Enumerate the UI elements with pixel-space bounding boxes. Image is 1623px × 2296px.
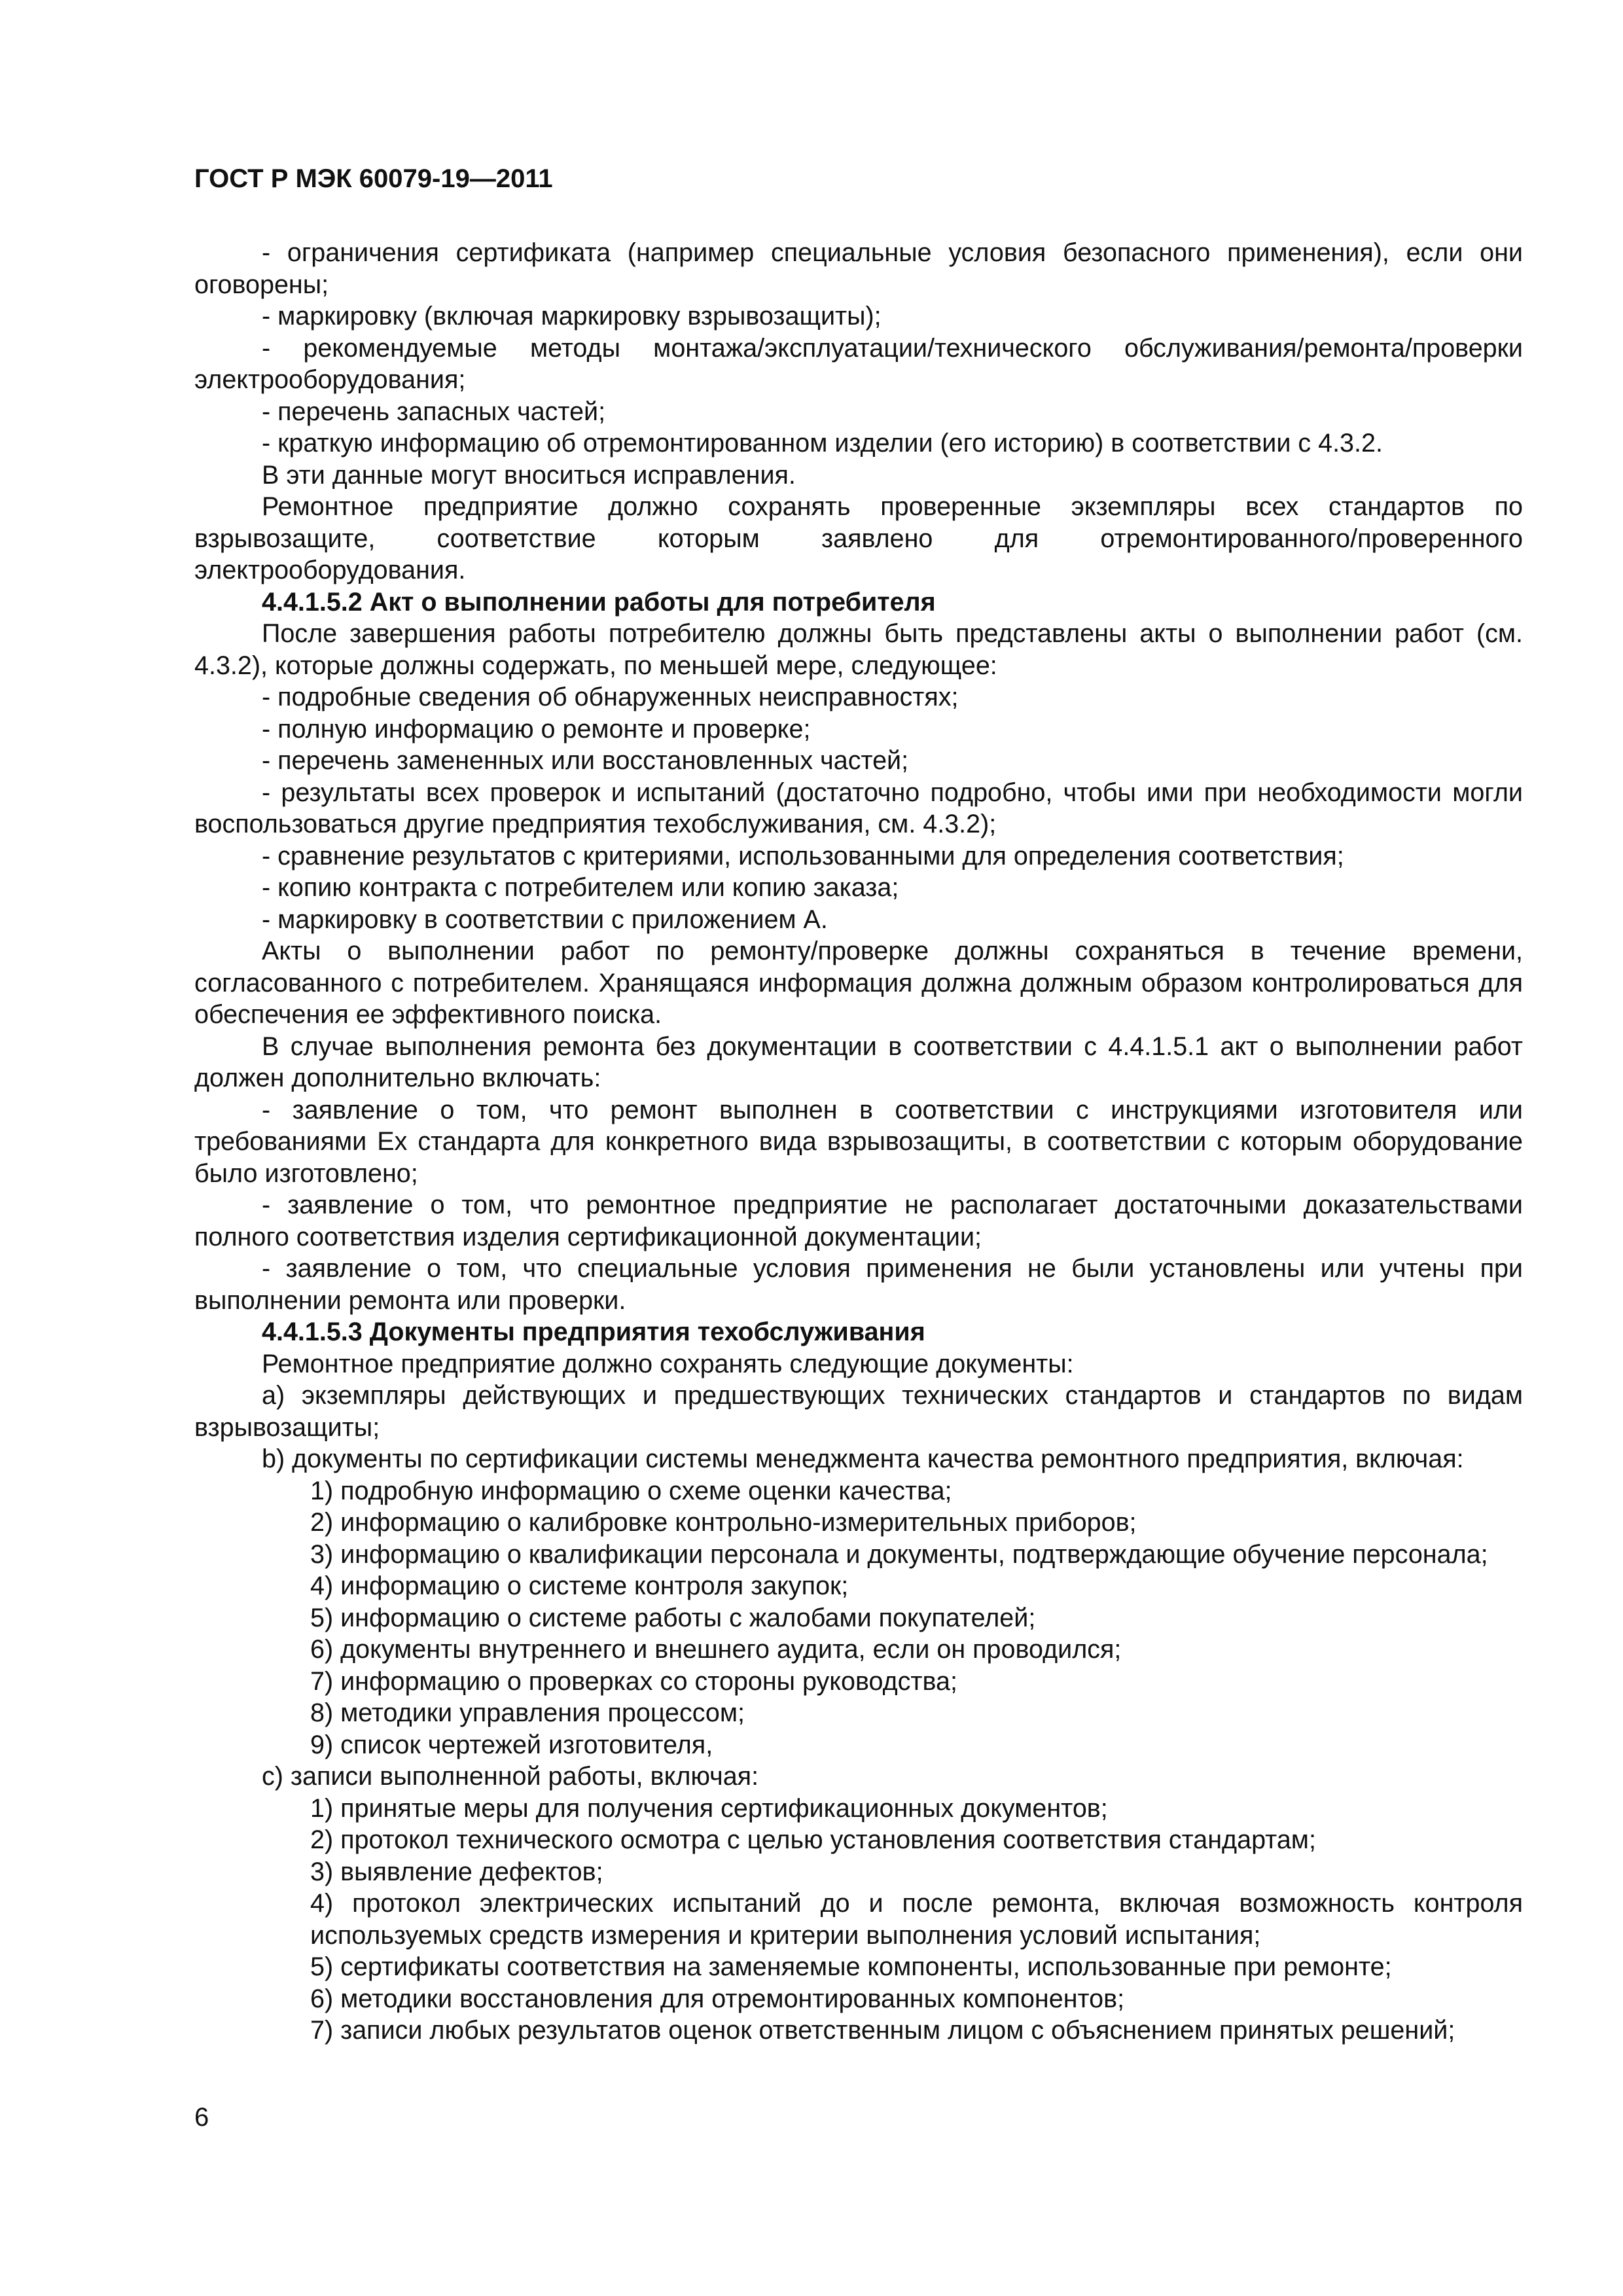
paragraph: - копию контракта с потребителем или копию заказа; xyxy=(262,873,899,902)
section-heading: 4.4.1.5.2 Акт о выполнении работы для потребителя xyxy=(262,587,936,617)
paragraph: - ограничения сертификата (например специальные условия безопасного применения), если они оговорены; xyxy=(194,238,1523,299)
paragraph: 1) подробную информацию о схеме оценки качества; xyxy=(310,1476,952,1505)
paragraph: - заявление о том, что специальные условия применения не были установлены или учтены при выполнении ремонта или проверки. xyxy=(194,1254,1523,1315)
paragraph: Ремонтное предприятие должно сохранять проверенные экземпляры всех стандартов по взрывозащите, соответствие которым заявлено для отремонтированного/проверенного электрооборудования. xyxy=(194,492,1523,584)
paragraph: c) записи выполненной работы, включая: xyxy=(262,1762,759,1791)
paragraph: Ремонтное предприятие должно сохранять следующие документы: xyxy=(262,1349,1074,1378)
section-heading: 4.4.1.5.3 Документы предприятия техобслуживания xyxy=(262,1318,925,1346)
paragraph: 1) принятые меры для получения сертификационных документов; xyxy=(310,1793,1108,1823)
paragraph: 2) протокол технического осмотра с целью установления соответствия стандартам; xyxy=(310,1825,1316,1854)
paragraph: 7) информацию о проверках со стороны руководства; xyxy=(310,1666,958,1696)
paragraph: 5) информацию о системе работы с жалобами покупателей; xyxy=(310,1603,1036,1632)
paragraph: - подробные сведения об обнаруженных неисправностях; xyxy=(262,683,959,711)
paragraph: 3) выявление дефектов; xyxy=(310,1857,603,1886)
page-number: 6 xyxy=(194,2103,209,2132)
paragraph: - перечень запасных частей; xyxy=(262,397,606,426)
paragraph: - перечень замененных или восстановленных частей; xyxy=(262,746,909,775)
document-body xyxy=(194,237,1523,2047)
paragraph: 4) информацию о системе контроля закупок; xyxy=(310,1571,849,1600)
paragraph: 3) информацию о квалификации персонала и документы, подтверждающие обучение персонала; xyxy=(310,1539,1488,1569)
paragraph: a) экземпляры действующих и предшествующих технических стандартов и стандартов по видам взрывозащиты; xyxy=(194,1381,1523,1442)
paragraph: - заявление о том, что ремонтное предприятие не располагает достаточными доказательствами полного соответствия изделия сертификационной документации; xyxy=(194,1191,1523,1251)
paragraph: 7) записи любых результатов оценок ответственным лицом с объяснением принятых решений; xyxy=(310,2016,1455,2045)
paragraph: 4) протокол электрических испытаний до и после ремонта, включая возможность контроля используемых средств измерения и критерии выполнения условий испытания; xyxy=(310,1889,1523,1950)
paragraph: 5) сертификаты соответствия на заменяемые компоненты, использованные при ремонте; xyxy=(310,1952,1392,1981)
paragraph: 6) документы внутреннего и внешнего аудита, если он проводился; xyxy=(310,1635,1122,1664)
paragraph: - краткую информацию об отремонтированном изделии (его историю) в соответствии с 4.3.2. xyxy=(262,429,1383,457)
paragraph: 8) методики управления процессом; xyxy=(310,1698,745,1727)
paragraph: - заявление о том, что ремонт выполнен в соответствии с инструкциями изготовителя или требованиями Ex стандарта для конкретного вида взрывозащиты, в соответствии с которым оборудование было изготовлено; xyxy=(194,1095,1523,1188)
paragraph: 9) список чертежей изготовителя, xyxy=(310,1730,713,1759)
paragraph: - рекомендуемые методы монтажа/эксплуатации/технического обслуживания/ремонта/проверки электрооборудования; xyxy=(194,333,1523,394)
paragraph: Акты о выполнении работ по ремонту/проверке должны сохраняться в течение времени, согласованного с потребителем. Хранящаяся информация должна должным образом контролироваться для обеспечения ее эффективного поиска. xyxy=(194,937,1523,1029)
paragraph: - сравнение результатов с критериями, использованными для определения соответствия; xyxy=(262,841,1344,870)
paragraph: b) документы по сертификации системы менеджмента качества ремонтного предприятия, включая: xyxy=(262,1444,1464,1473)
document-header: ГОСТ Р МЭК 60079-19—2011 xyxy=(194,164,553,193)
paragraph: - полную информацию о ремонте и проверке; xyxy=(262,714,811,744)
paragraph: 6) методики восстановления для отремонтированных компонентов; xyxy=(310,1984,1125,2013)
paragraph: - результаты всех проверок и испытаний (достаточно подробно, чтобы ими при необходимости могли воспользоваться другие предприятия техобслуживания, см. 4.3.2); xyxy=(194,778,1523,838)
paragraph: - маркировку в соответствии с приложением А. xyxy=(262,905,828,934)
paragraph: В случае выполнения ремонта без документации в соответствии с 4.4.1.5.1 акт о выполнении работ должен дополнительно включать: xyxy=(194,1031,1523,1092)
paragraph: В эти данные могут вноситься исправления. xyxy=(262,460,796,490)
paragraph: 2) информацию о калибровке контрольно-измерительных приборов; xyxy=(310,1508,1137,1537)
paragraph: После завершения работы потребителю должны быть представлены акты о выполнении работ (см. 4.3.2), которые должны содержать, по меньшей мере, следующее: xyxy=(194,619,1523,680)
paragraph: - маркировку (включая маркировку взрывозащиты); xyxy=(262,302,882,331)
